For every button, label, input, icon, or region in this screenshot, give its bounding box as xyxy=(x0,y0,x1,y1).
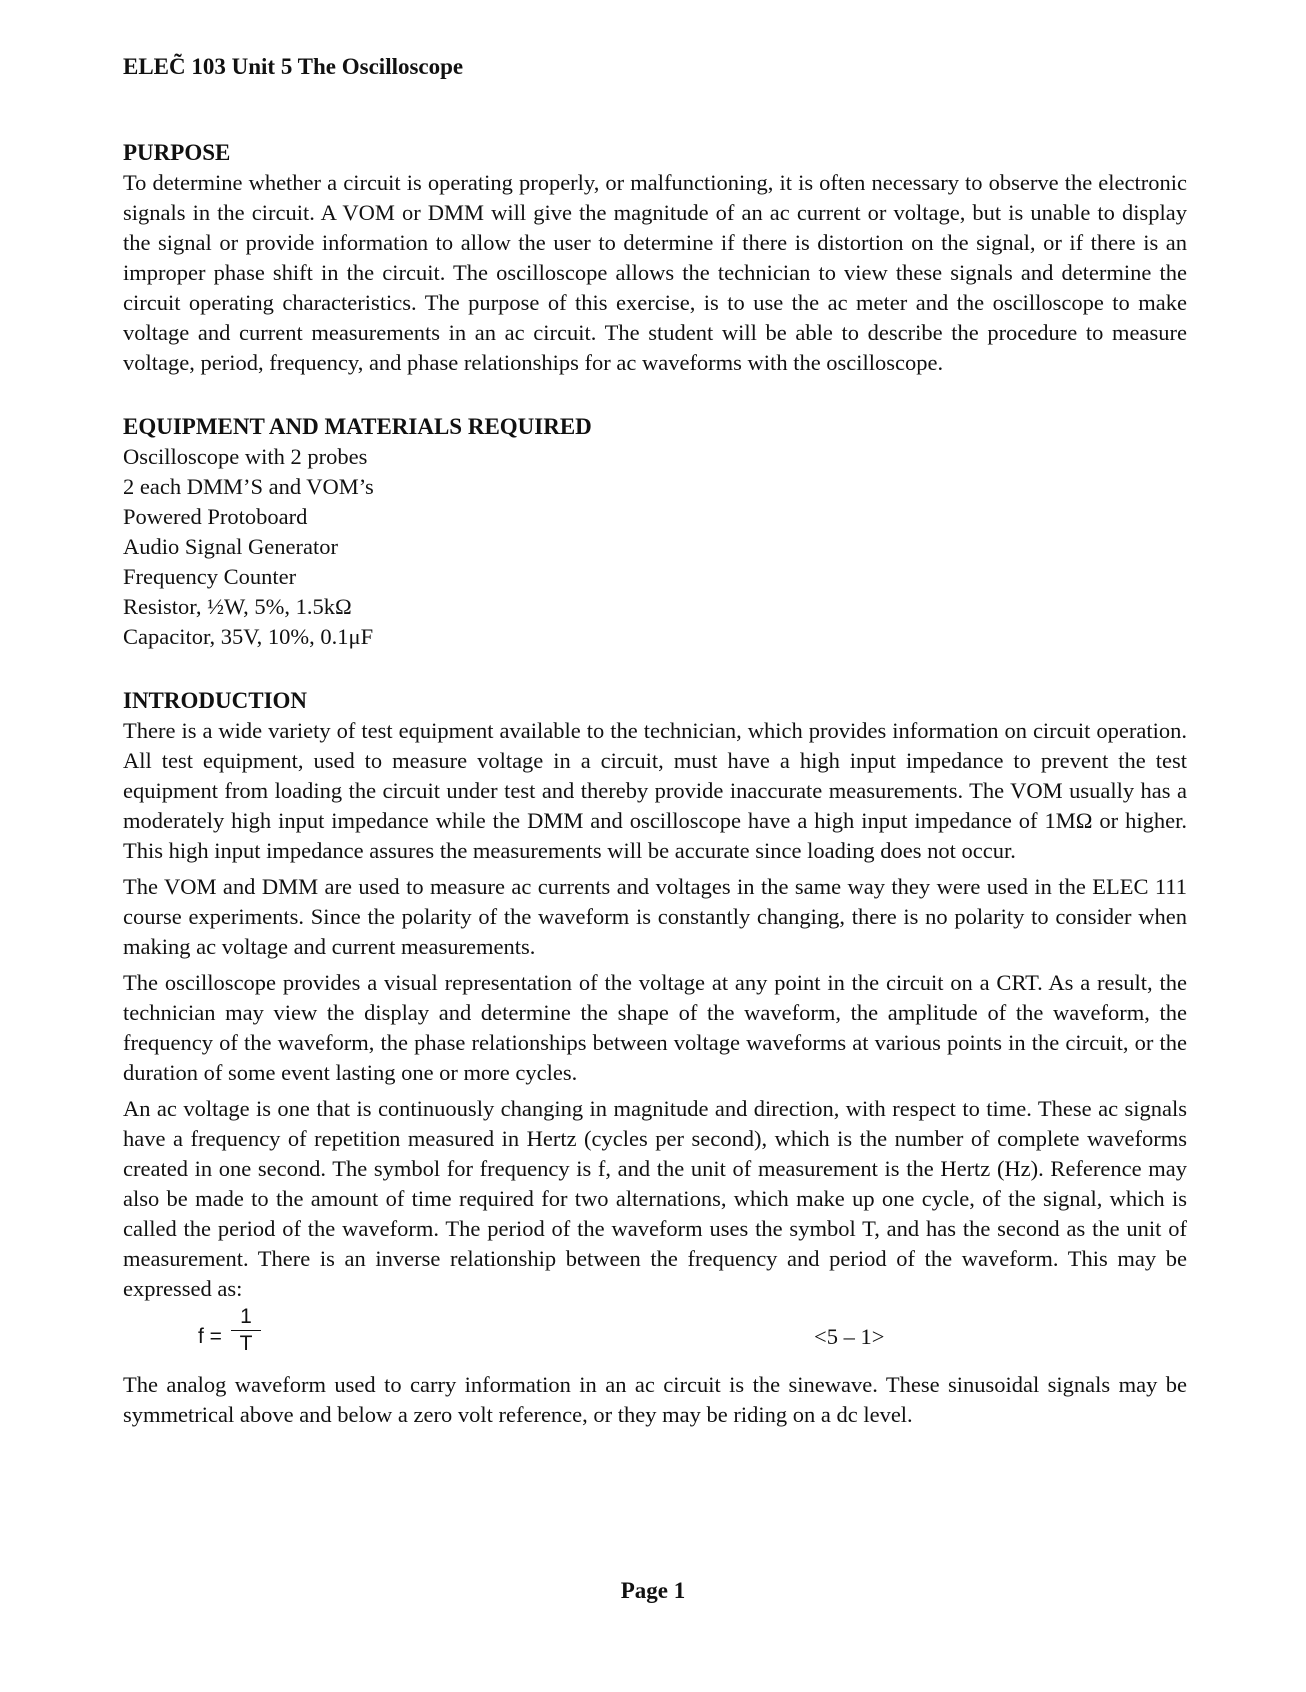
introduction-paragraph-3: The oscilloscope provides a visual representation of the voltage at any point in the circuit on a CRT. As a result, the technician may view the display and determine the shape of the waveform, the amplitude of the waveform, the frequency of the waveform, the phase relationships between voltage waveforms at various points in the circuit, or the duration of some event lasting one or more cycles. xyxy=(123,970,1187,1085)
introduction-paragraph-2: The VOM and DMM are used to measure ac currents and voltages in the same way they were used in the ELEC 111 course experiments. Since the polarity of the waveform is constantly changing, there is no polarity to consider when making ac voltage and current measurements. xyxy=(123,874,1187,959)
document-title: ELEC̃ 103 Unit 5 The Oscilloscope xyxy=(123,54,464,79)
document-page xyxy=(123,52,1187,1430)
equipment-item: Audio Signal Generator xyxy=(123,534,338,559)
equation-denominator: T xyxy=(239,1332,253,1355)
purpose-paragraph: To determine whether a circuit is operating properly, or malfunctioning, it is often necessary to observe the electronic signals in the circuit. A VOM or DMM will give the magnitude of an ac current or voltage, but is unable to display the signal or provide information to allow the user to determine if there is distortion on the signal, or if there is an improper phase shift in the circuit. The oscilloscope allows the technician to view these signals and determine the circuit operating characteristics. The purpose of this exercise, is to use the ac meter and the oscilloscope to make voltage and current measurements in an ac circuit. The student will be able to describe the procedure to measure voltage, period, frequency, and phase relationships for ac waveforms with the oscilloscope. xyxy=(123,170,1187,375)
introduction-paragraph-4: An ac voltage is one that is continuously changing in magnitude and direction, with respect to time. These ac signals have a frequency of repetition measured in Hertz (cycles per second), which is the number of complete waveforms created in one second. The symbol for frequency is f, and the unit of measurement is the Hertz (Hz). Reference may also be made to the amount of time required for two alternations, which make up one cycle, of the signal, which is called the period of the waveform. The period of the waveform uses the symbol T, and has the second as the unit of measurement. There is an inverse relationship between the frequency and period of the waveform. This may be expressed as: xyxy=(123,1096,1187,1301)
equipment-item: Frequency Counter xyxy=(123,564,297,589)
equipment-item: Resistor, ½W, 5%, 1.5kΩ xyxy=(123,594,352,619)
introduction-paragraph-1: There is a wide variety of test equipment available to the technician, which provides information on circuit operation. All test equipment, used to measure voltage in a circuit, must have a high input impedance to prevent the test equipment from loading the circuit under test and thereby provide inaccurate measurements. The VOM usually has a moderately high input impedance while the DMM and oscilloscope have a high input impedance of 1MΩ or higher. This high input impedance assures the measurements will be accurate since loading does not occur. xyxy=(123,718,1187,863)
equipment-item: Capacitor, 35V, 10%, 0.1μF xyxy=(123,624,374,649)
introduction-heading: INTRODUCTION xyxy=(123,688,308,713)
equipment-item: Powered Protoboard xyxy=(123,504,308,529)
equation-fraction xyxy=(231,1304,261,1357)
equation-number: <5 – 1> xyxy=(814,1324,885,1349)
equation-lhs: f = xyxy=(198,1325,222,1348)
page-number: Page 1 xyxy=(620,1578,686,1603)
equipment-list xyxy=(123,442,1187,652)
equipment-heading: EQUIPMENT AND MATERIALS REQUIRED xyxy=(123,414,592,439)
equipment-item: 2 each DMM’S and VOM’s xyxy=(123,474,374,499)
frequency-equation xyxy=(123,1305,1187,1366)
equation-numerator: 1 xyxy=(231,1304,261,1331)
purpose-heading: PURPOSE xyxy=(123,140,231,165)
introduction-paragraph-5: The analog waveform used to carry information in an ac circuit is the sinewave. These sinusoidal signals may be symmetrical above and below a zero volt reference, or they may be riding on a dc level. xyxy=(123,1372,1187,1427)
equipment-item: Oscilloscope with 2 probes xyxy=(123,444,368,469)
